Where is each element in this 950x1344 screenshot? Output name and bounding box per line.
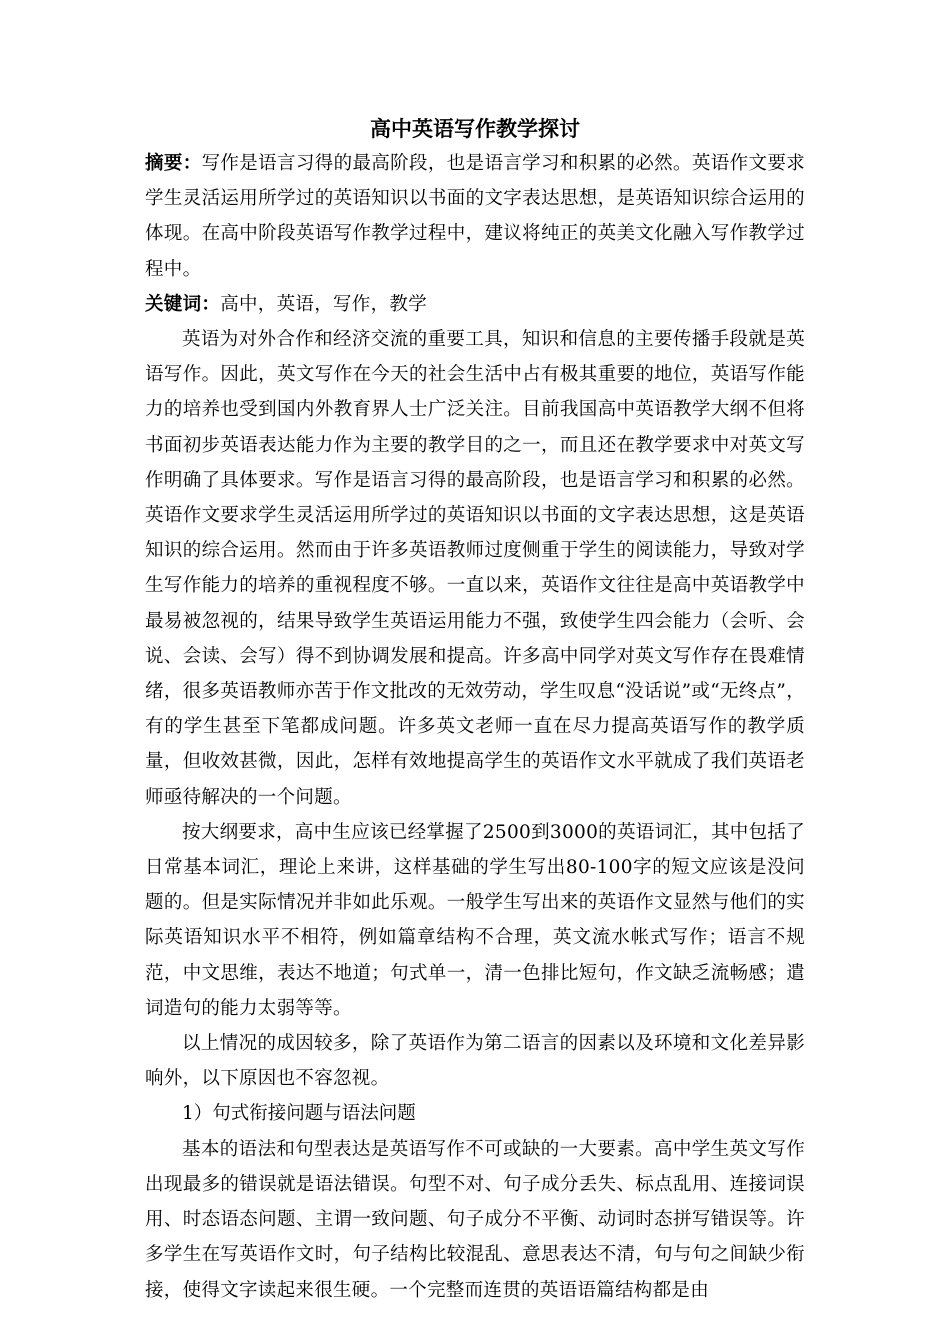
abstract-label: 摘要： bbox=[145, 153, 202, 174]
keywords-text: 高中，英语，写作，教学 bbox=[220, 293, 428, 315]
section-paragraph: 基本的语法和句型表达是英语写作不可或缺的一大要素。高中学生英文写作出现最多的错误就是语法错误。句型不对、句子成分丢失、标点乱用、连接词误用、时态语态问题、主谓一致问题、句子成分不平衡、动词时态拼写错误等。许多学生在写英语作文时，句子结构比较混乱、意思表达不清，句与句之间缺少衔接，使得文字读起来很生硬。一个完整而连贯的英语语篇结构都是由 bbox=[145, 1138, 805, 1301]
body-paragraph-2: 按大纲要求，高中生应该已经掌握了2500到3000的英语词汇，其中包括了日常基本词汇，理论上来讲，这样基础的学生写出80-100字的短文应该是没问题的。但是实际情况并非如此乐观。一般学生写出来的英语作文显然与他们的实际英语知识水平不相符，例如篇章结构不合理，英文流水帐式写作；语言不规范，中文思维，表达不地道；句式单一，清一色排比短句，作文缺乏流畅感；遣词造句的能力太弱等等。 bbox=[145, 821, 805, 1019]
abstract bbox=[145, 146, 805, 287]
abstract-text: 写作是语言习得的最高阶段，也是语言学习和积累的必然。英语作文要求学生灵活运用所学过的英语知识以书面的文字表达思想，是英语知识综合运用的体现。在高中阶段英语写作教学过程中，建议将纯正的英美文化融入写作教学过程中。 bbox=[145, 153, 805, 280]
keywords bbox=[145, 287, 805, 322]
keywords-label: 关键词： bbox=[145, 293, 221, 315]
body-paragraph-3: 以上情况的成因较多，除了英语作为第二语言的因素以及环境和文化差异影响外，以下原因也不容忽视。 bbox=[145, 1033, 805, 1090]
body-paragraph-1: 英语为对外合作和经济交流的重要工具，知识和信息的主要传播手段就是英语写作。因此，英文写作在今天的社会生活中占有极其重要的地位，英语写作能力的培养也受到国内外教育界人士广泛关注。目前我国高中英语教学大纲不但将书面初步英语表达能力作为主要的教学目的之一，而且还在教学要求中对英文写作明确了具体要求。写作是语言习得的最高阶段，也是语言学习和积累的必然。英语作文要求学生灵活运用所学过的英语知识以书面的文字表达思想，这是英语知识的综合运用。然而由于许多英语教师过度侧重于学生的阅读能力，导致对学生写作能力的培养的重视程度不够。一直以来，英语作文往往是高中英语教学中最易被忽视的，结果导致学生英语运用能力不强，致使学生四会能力（会听、会说、会读、会写）得不到协调发展和提高。许多高中同学对英文写作存在畏难情绪，很多英语教师亦苦于作文批改的无效劳动，学生叹息“没话说”或“无终点”，有的学生甚至下笔都成问题。许多英文老师一直在尽力提高英语写作的教学质量，但收效甚微，因此，怎样有效地提高学生的英语作文水平就成了我们英语老师亟待解决的一个问题。 bbox=[145, 329, 805, 808]
document-page bbox=[145, 112, 805, 1308]
document-title: 高中英语写作教学探讨 bbox=[370, 116, 580, 141]
section-heading: 1）句式衔接问题与语法问题 bbox=[182, 1103, 416, 1125]
